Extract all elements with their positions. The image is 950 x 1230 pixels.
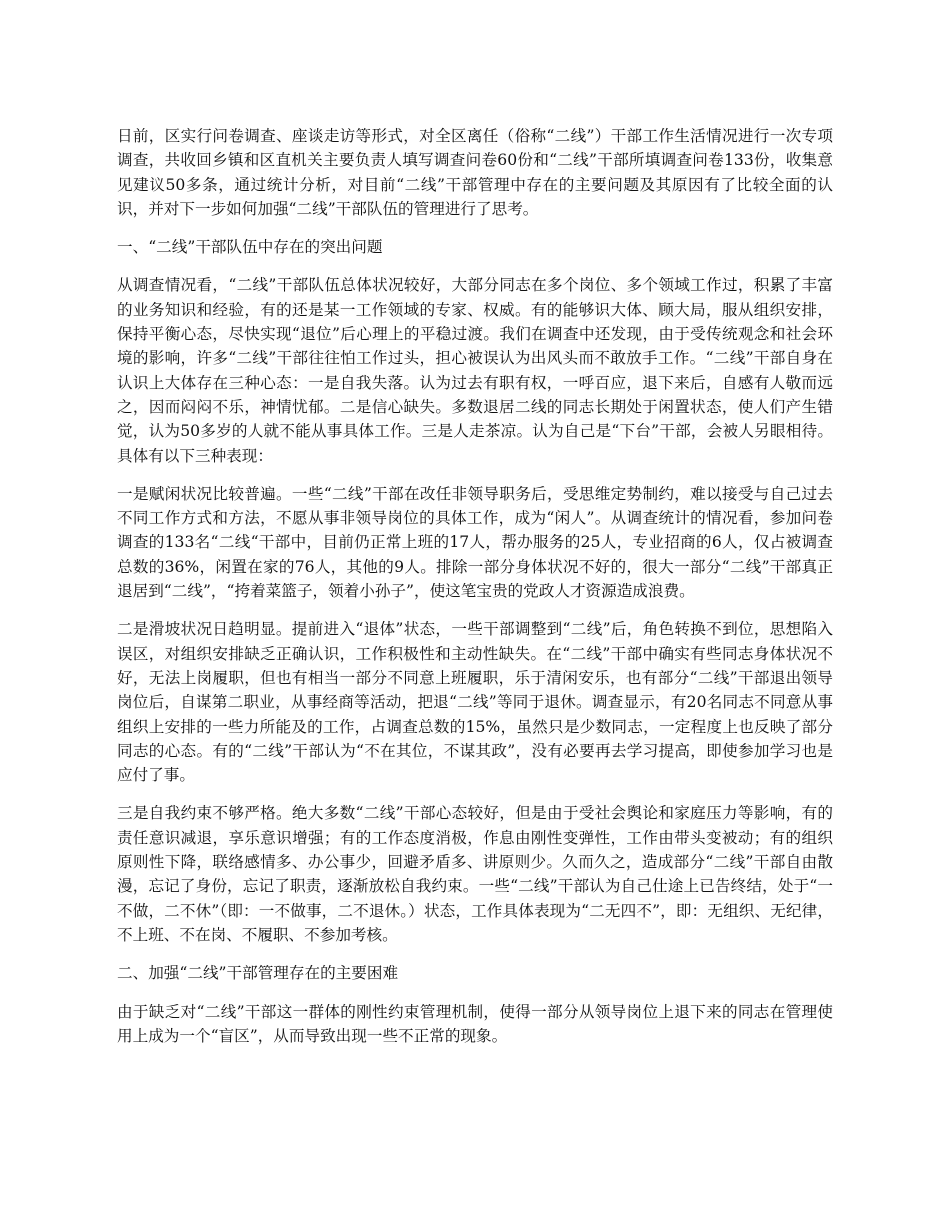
section-heading-1: 一、“二线”干部队伍中存在的突出问题: [117, 238, 383, 257]
body-paragraph-3: 二是滑坡状况日趋明显。提前进入“退体”状态，一些干部调整到“二线”后，角色转换不到位，思想陷入误区，对组织安排缺乏正确认识，工作积极性和主动性缺失。在“二线”干部中确实有些同志身体状况不好，无法上岗履职，但也有相当一部分不同意上班履职，乐于清闲安乐，也有部分“二线”干部退出领导岗位后，自谋第二职业，从事经商等活动，把退“二线”等同于退休。调查显示，有20名同志不同意从事组织上安排的一些力所能及的工作，占调查总数的15%，虽然只是少数同志，一定程度上也反映了部分同志的心态。有的“二线”干部认为“不在其位，不谋其政”，没有必要再去学习提高，即使参加学习也是应付了事。: [117, 620, 833, 785]
intro-paragraph: 日前，区实行问卷调查、座谈走访等形式，对全区离任（俗称“二线”）干部工作生活情况进行一次专项调查，共收回乡镇和区直机关主要负责人填写调查问卷60份和“二线”干部所填调查问卷133份，收集意见建议50多条，通过统计分析，对目前“二线”干部管理中存在的主要问题及其原因有了比较全面的认识，并对下一步如何加强“二线”干部队伍的管理进行了思考。: [117, 127, 833, 218]
body-paragraph-1: 从调查情况看，“二线”干部队伍总体状况较好，大部分同志在多个岗位、多个领域工作过，积累了丰富的业务知识和经验，有的还是某一工作领域的专家、权威。有的能够识大体、顾大局，服从组织安排，保持平衡心态，尽快实现“退位”后心理上的平稳过渡。我们在调查中还发现，由于受传统观念和社会环境的影响，许多“二线”干部往往怕工作过头，担心被误认为出风头而不敢放手工作。“二线”干部自身在认识上大体存在三种心态：一是自我失落。认为过去有职有权，一呼百应，退下来后，自感有人敬而远之，因而闷闷不乐，神情忧郁。二是信心缺失。多数退居二线的同志长期处于闲置状态，使人们产生错觉，认为50多岁的人就不能从事具体工作。三是人走茶凉。认为自己是“下台”干部，会被人另眼相待。具体有以下三种表现：: [117, 276, 833, 465]
body-paragraph-5: 由于缺乏对“二线”干部这一群体的刚性约束管理机制，使得一部分从领导岗位上退下来的同志在管理使用上成为一个“盲区”，从而导致出现一些不正常的现象。: [117, 1002, 833, 1045]
body-paragraph-2: 一是赋闲状况比较普遍。一些“二线”干部在改任非领导职务后，受思维定势制约，难以接受与自己过去不同工作方式和方法，不愿从事非领导岗位的具体工作，成为“闲人”。从调查统计的情况看，参加问卷调查的133名“二线“干部中，目前仍正常上班的17人，帮办服务的25人，专业招商的6人，仅占被调查总数的36%，闲置在家的76人，其他的9人。排除一部分身体状况不好的，很大一部分“二线”干部真正退居到“二线”，“挎着菜篮子，领着小孙子”，使这笔宝贵的党政人才资源造成浪费。: [117, 484, 833, 601]
section-heading-2: 二、加强“二线”干部管理存在的主要困难: [117, 964, 399, 983]
body-paragraph-4: 三是自我约束不够严格。绝大多数“二线”干部心态较好，但是由于受社会舆论和家庭压力等影响，有的责任意识减退，享乐意识增强；有的工作态度消极，作息由刚性变弹性，工作由带头变被动；有的组织原则性下降，联络感情多、办公事少，回避矛盾多、讲原则少。久而久之，造成部分“二线”干部自由散漫，忘记了身份，忘记了职责，逐渐放松自我约束。一些“二线”干部认为自己仕途上已告终结，处于“一不做，二不休”（即：一不做事，二不退休。）状态，工作具体表现为“二无四不”，即：无组织、无纪律，不上班、不在岗、不履职、不参加考核。: [117, 804, 833, 944]
